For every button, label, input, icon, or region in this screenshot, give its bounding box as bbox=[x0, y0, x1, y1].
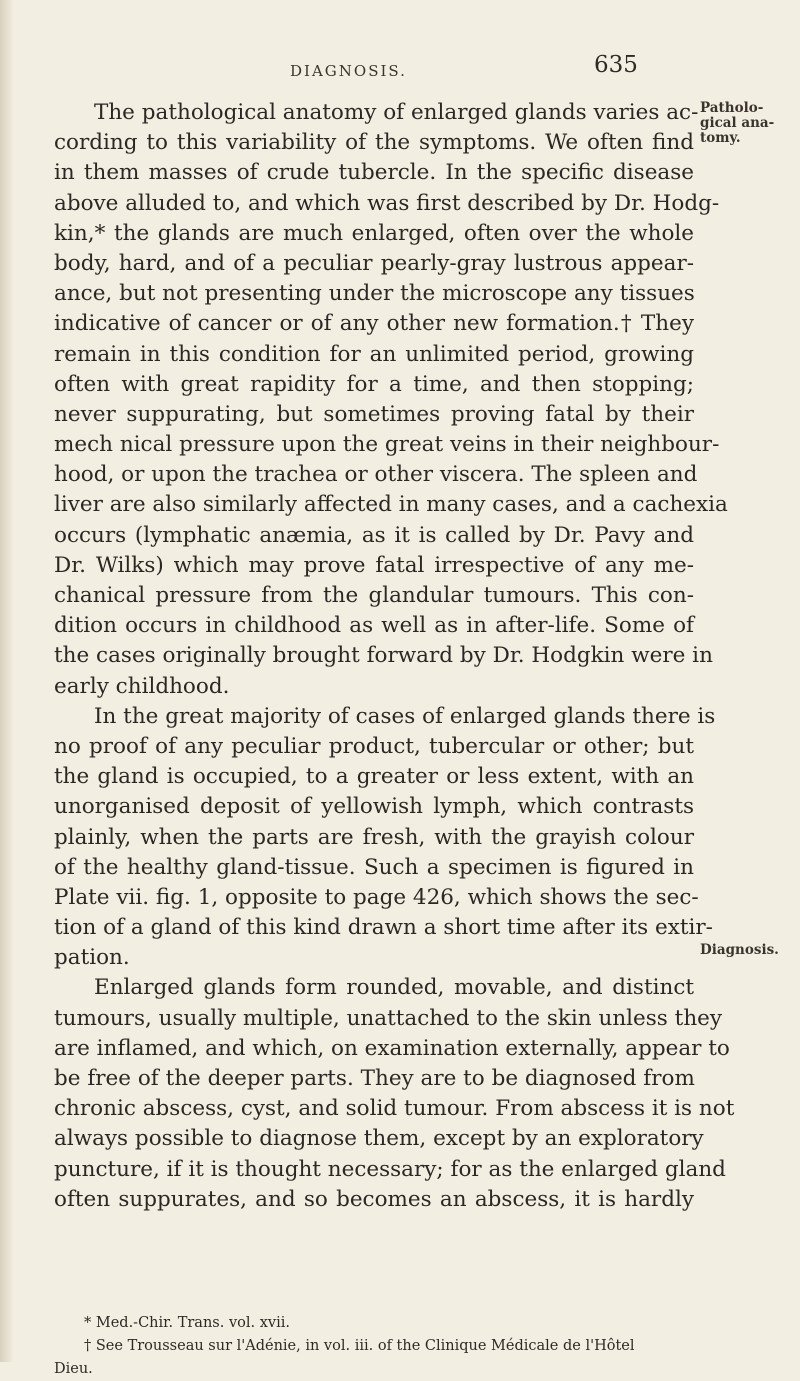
text-line: always possible to diagnose them, except by an exploratory bbox=[54, 1126, 704, 1152]
page-number: 635 bbox=[594, 52, 638, 78]
text-line: are inflamed, and which, on examination externally, appear to bbox=[54, 1035, 730, 1061]
text-line: cording to this variability of the symptoms. We often find bbox=[54, 130, 694, 156]
text-line: pation. bbox=[54, 945, 130, 971]
sidenote-diagnosis bbox=[700, 943, 779, 958]
text-line: liver are also similarly affected in many cases, and a cachexia bbox=[54, 492, 728, 518]
text-line: in them masses of crude tubercle. In the specific disease bbox=[54, 160, 694, 186]
sidenote-line: Patholo- bbox=[700, 100, 764, 116]
text-line: early childhood. bbox=[54, 673, 230, 699]
text-line: chronic abscess, cyst, and solid tumour. From abscess it is not bbox=[54, 1096, 735, 1122]
footnotes bbox=[54, 1312, 694, 1381]
text-line: chanical pressure from the glandular tumours. This con- bbox=[54, 583, 694, 608]
page-header bbox=[0, 38, 800, 78]
text-line: Dr. Wilks) which may prove fatal irrespective of any me- bbox=[54, 552, 694, 578]
text-line: tion of a gland of this kind drawn a short time after its extir- bbox=[54, 915, 713, 941]
page-edge-shadow bbox=[0, 0, 14, 1362]
body-text bbox=[54, 98, 735, 1215]
text-line: the cases originally brought forward by Dr. Hodgkin were in bbox=[54, 643, 713, 669]
text-line: never suppurating, but sometimes proving fatal by their bbox=[54, 401, 694, 427]
text-line: tumours, usually multiple, unattached to the skin unless they bbox=[54, 1005, 723, 1031]
sidenote-line: tomy. bbox=[700, 130, 741, 146]
sidenote-line: Diagnosis. bbox=[700, 942, 779, 958]
text-line: hood, or upon the trachea or other viscera. The spleen and bbox=[54, 462, 698, 488]
text-line: unorganised deposit of yellowish lymph, which contrasts bbox=[54, 794, 694, 820]
text-line: The pathological anatomy of enlarged glands varies ac- bbox=[94, 100, 699, 125]
text-line: no proof of any peculiar product, tubercular or other; but bbox=[54, 733, 694, 759]
text-line: Plate vii. fig. 1, opposite to page 426, which shows the sec- bbox=[54, 884, 699, 910]
running-head: DIAGNOSIS. bbox=[290, 62, 407, 80]
sidenote-line: gical ana- bbox=[700, 115, 775, 131]
sidenote-pathological-anatomy bbox=[700, 101, 774, 146]
text-line: kin,* the glands are much enlarged, often over the whole bbox=[54, 220, 694, 246]
footnote: † See Trousseau sur l'Adénie, in vol. iii. of the Clinique Médicale de l'Hôtel bbox=[84, 1338, 635, 1354]
text-line: remain in this condition for an unlimited period, growing bbox=[54, 341, 694, 367]
text-line: puncture, if it is thought necessary; for as the enlarged gland bbox=[54, 1156, 726, 1182]
text-line: occurs (lymphatic anæmia, as it is called by Dr. Pavy and bbox=[54, 522, 694, 548]
text-line: of the healthy gland-tissue. Such a specimen is figured in bbox=[54, 854, 694, 880]
text-line: ance, but not presenting under the microscope any tissues bbox=[54, 281, 695, 307]
text-line: often with great rapidity for a time, and then stopping; bbox=[54, 371, 694, 397]
text-line: In the great majority of cases of enlarged glands there is bbox=[94, 703, 716, 729]
footnote: Dieu. bbox=[54, 1361, 93, 1377]
text-line: indicative of cancer or of any other new formation.† They bbox=[54, 311, 694, 337]
text-line: plainly, when the parts are fresh, with the grayish colour bbox=[54, 824, 694, 850]
text-line: be free of the deeper parts. They are to be diagnosed from bbox=[54, 1066, 695, 1091]
text-line: dition occurs in childhood as well as in after-life. Some of bbox=[54, 613, 694, 639]
footnote: * Med.-Chir. Trans. vol. xvii. bbox=[84, 1315, 290, 1331]
text-line: often suppurates, and so becomes an abscess, it is hardly bbox=[54, 1186, 694, 1212]
text-line: mech nical pressure upon the great veins in their neighbour- bbox=[54, 432, 720, 458]
text-line: the gland is occupied, to a greater or less extent, with an bbox=[54, 764, 694, 790]
text-line: Enlarged glands form rounded, movable, and distinct bbox=[94, 975, 694, 1001]
text-line: above alluded to, and which was first described by Dr. Hodg- bbox=[54, 190, 720, 216]
text-line: body, hard, and of a peculiar pearly-gray lustrous appear- bbox=[54, 250, 694, 276]
